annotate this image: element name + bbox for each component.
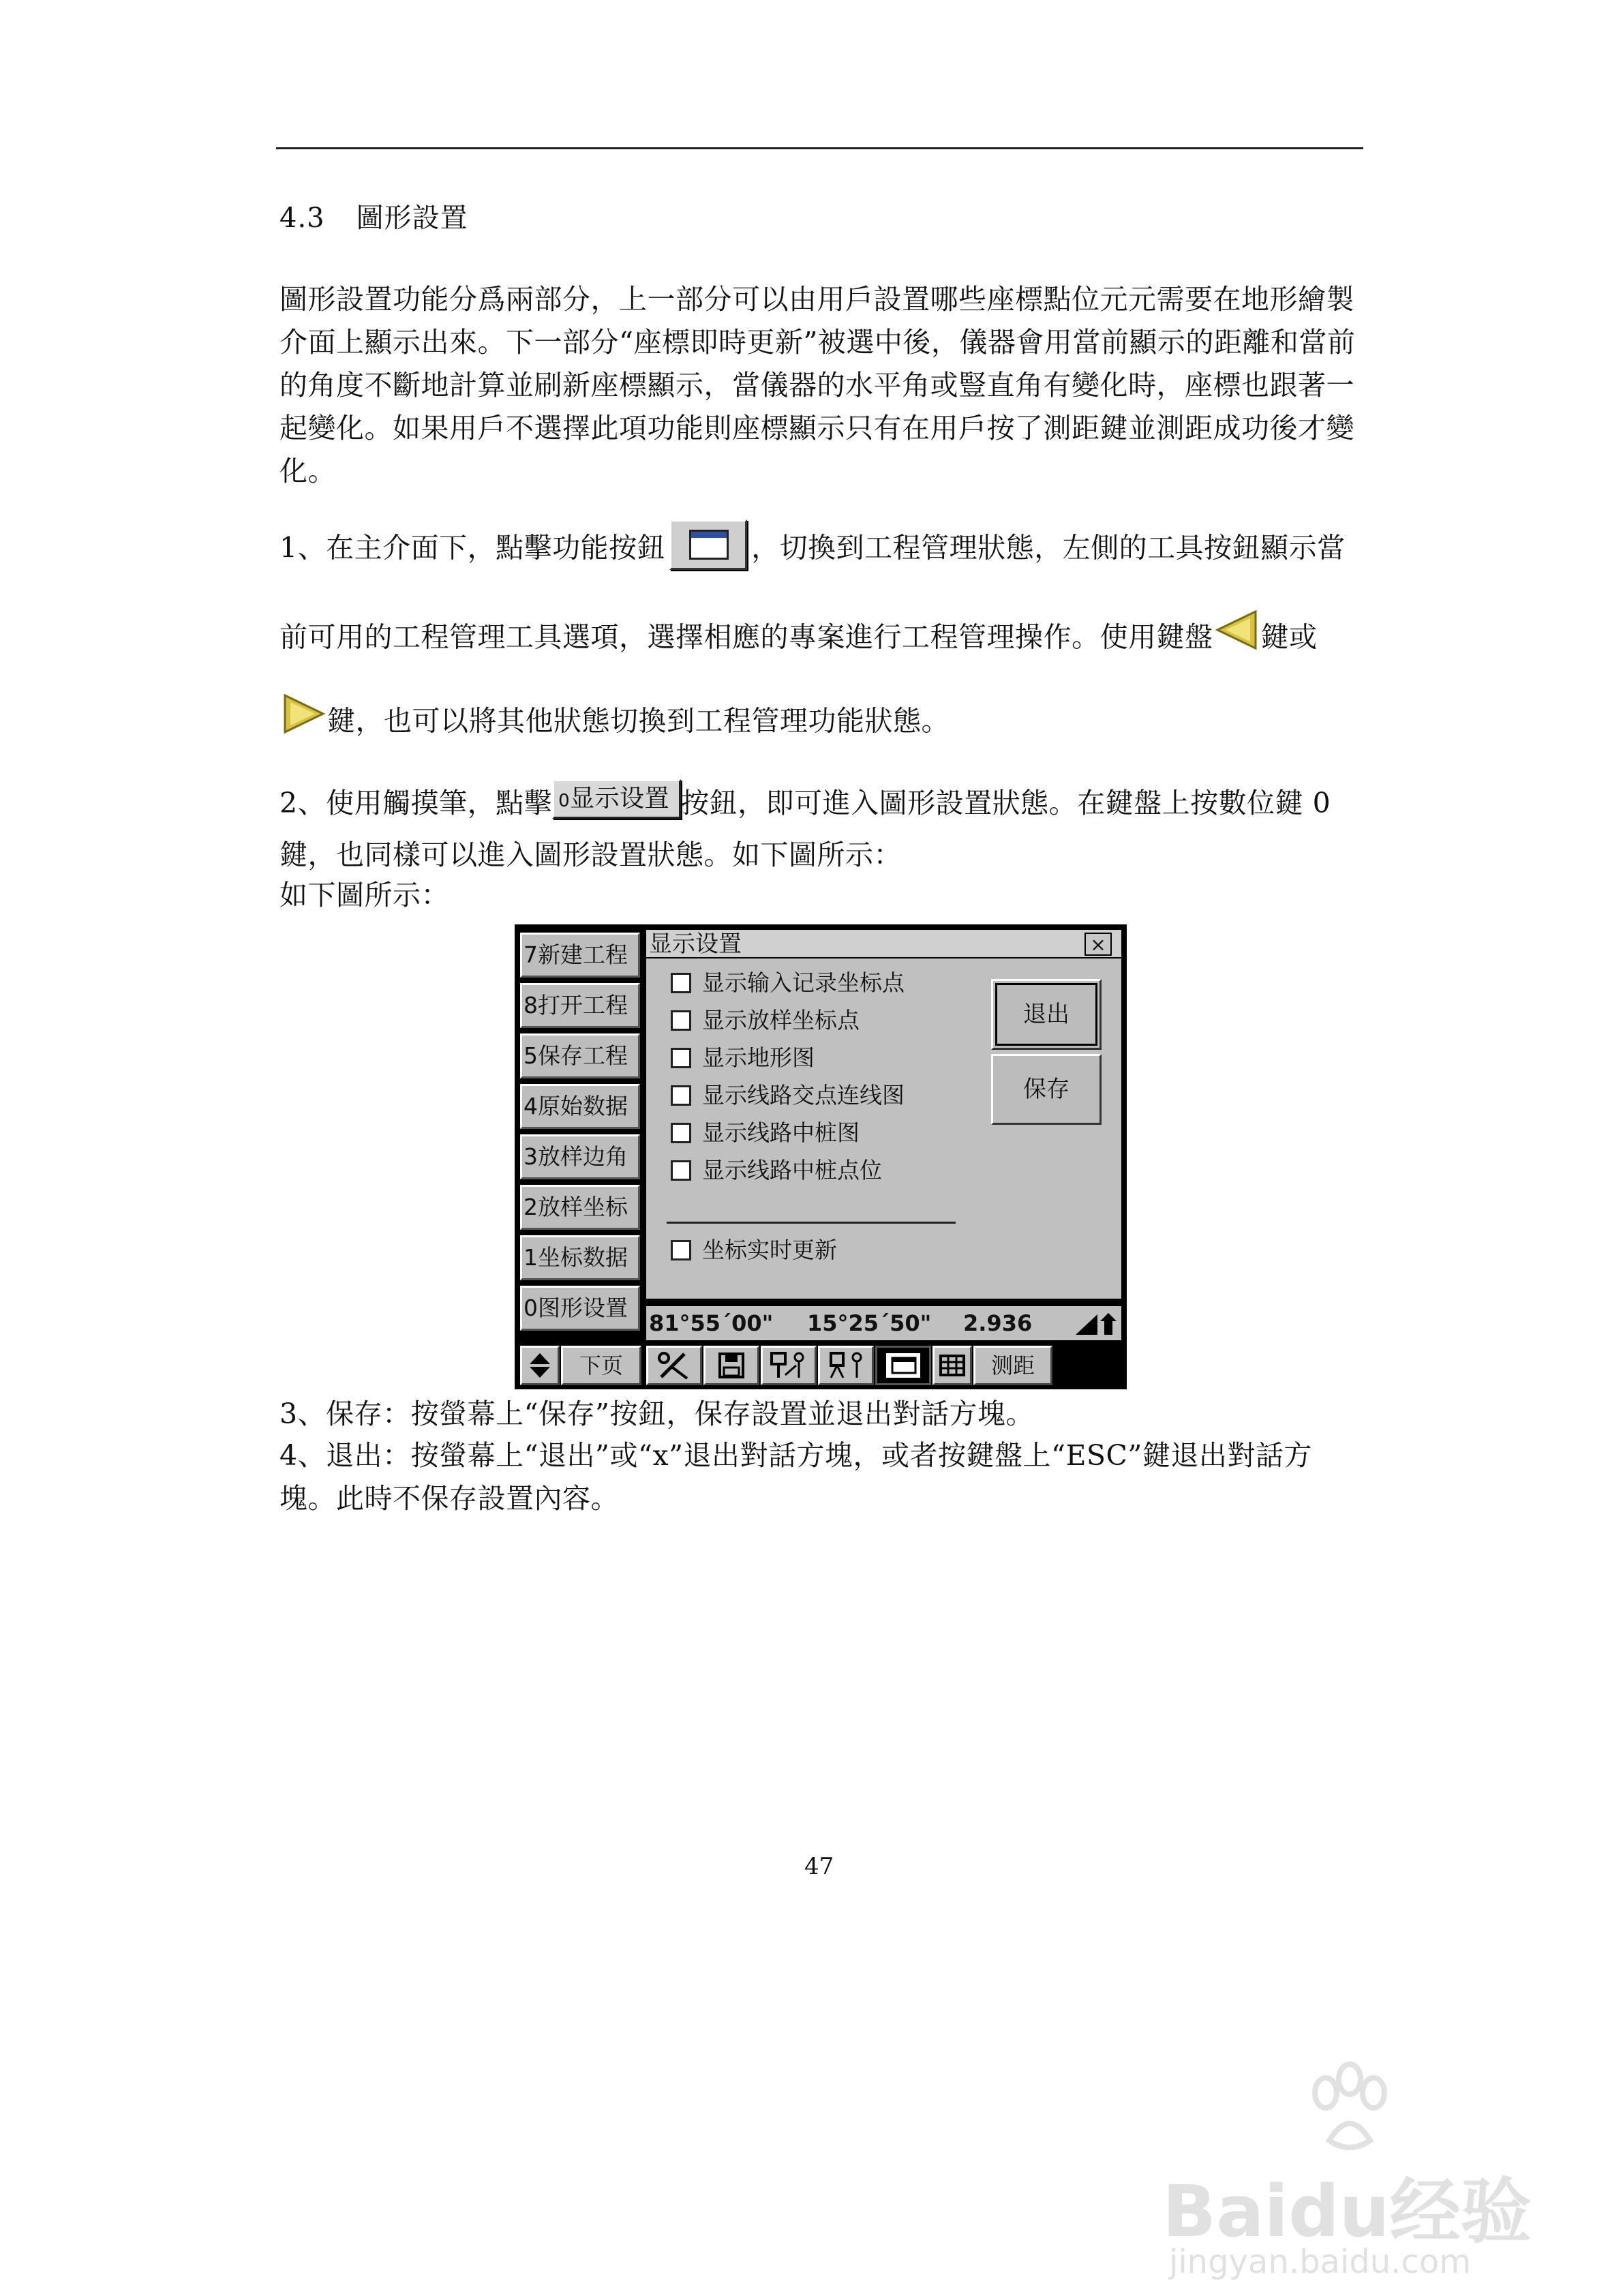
project-manager-icon [669, 519, 747, 570]
horizontal-angle: 81°55´00" [649, 1310, 774, 1336]
option-intersection-lines[interactable] [671, 1082, 905, 1109]
option-label: 显示地形图 [702, 1044, 815, 1071]
baidu-watermark [1149, 2059, 1530, 2284]
close-button[interactable]: × [1084, 933, 1112, 956]
option-label: 显示放样坐标点 [702, 1007, 860, 1033]
device-screenshot [515, 924, 1127, 1389]
checkbox[interactable] [671, 1123, 691, 1143]
display-settings-label: 显示设置 [570, 784, 670, 813]
checkbox[interactable] [671, 1160, 691, 1181]
step1-text-a: 1、在主介面下，點擊功能按鈕 [279, 531, 666, 564]
step4-paragraph: 4、退出：按螢幕上“退出”或“x”退出對話方塊，或者按鍵盤上“ESC”鍵退出對話方塊。此時不保存設置內容。 [279, 1439, 1312, 1515]
step2-text-c: 鍵，也同樣可以進入圖形設置狀態。如下圖所示： [279, 839, 902, 871]
menu-open-project[interactable]: 8打开工程 [520, 983, 640, 1028]
option-realtime-update[interactable] [671, 1237, 837, 1264]
step2-text-b: 按鈕，即可進入圖形設置狀態。在鍵盤上按數位鍵 0 [681, 787, 1331, 819]
watermark-url: jingyan.baidu.com [1169, 2243, 1471, 2281]
option-center-stake-points[interactable] [671, 1157, 882, 1184]
step3-paragraph: 3、保存：按螢幕上“保存”按鈕，保存設置並退出對話方塊。 [279, 1398, 1035, 1430]
exit-button[interactable]: 退出 [991, 979, 1102, 1050]
disk-icon[interactable] [703, 1346, 759, 1385]
step2-text-a: 2、使用觸摸筆，點擊 [279, 787, 553, 819]
menu-new-project[interactable]: 7新建工程 [520, 933, 640, 978]
step1-line2 [279, 617, 1318, 662]
section-heading [279, 196, 468, 235]
option-label: 显示线路中桩图 [702, 1119, 860, 1146]
display-settings-key: 0 [558, 790, 571, 811]
option-input-points[interactable] [671, 969, 905, 997]
scroll-toggle-button[interactable] [520, 1346, 560, 1385]
signal-icon [1074, 1312, 1118, 1346]
checkbox[interactable] [671, 1010, 691, 1031]
step1-text-b: ，切換到工程管理狀態，左側的工具按鈕顯示當 [751, 531, 1346, 564]
header-rule [276, 147, 1363, 149]
page-number: 47 [804, 1853, 834, 1880]
distance-value: 2.936 [963, 1310, 1033, 1336]
menu-stakeout-angle[interactable]: 3放样边角 [520, 1134, 640, 1179]
stakeout-icon[interactable] [761, 1346, 817, 1385]
keyboard-icon[interactable] [932, 1346, 972, 1385]
menu-save-project[interactable]: 5保存工程 [520, 1033, 640, 1078]
display-settings-button-icon [552, 779, 681, 819]
survey-icon[interactable] [818, 1346, 874, 1385]
checkbox[interactable] [671, 1240, 691, 1260]
menu-coord-data[interactable]: 1坐标数据 [520, 1235, 640, 1280]
measure-button[interactable]: 测距 [973, 1346, 1052, 1385]
next-page-button[interactable]: 下页 [561, 1346, 641, 1385]
watermark-brand: Baidu经验 [1162, 2170, 1532, 2253]
checkbox[interactable] [671, 1048, 691, 1068]
baidu-paw-icon [1299, 2059, 1401, 2161]
section-title: 圖形設置 [356, 202, 468, 234]
section-number: 4.3 [279, 202, 325, 234]
tools-icon[interactable] [646, 1346, 702, 1385]
step1-text-d: 鍵或 [1260, 620, 1318, 654]
checkbox[interactable] [671, 1085, 691, 1106]
option-topo-map[interactable] [671, 1044, 815, 1072]
menu-graphic-settings[interactable]: 0图形设置 [520, 1286, 640, 1331]
vertical-angle: 15°25´50" [807, 1310, 932, 1336]
status-bar [646, 1306, 1121, 1340]
display-settings-dialog [646, 930, 1121, 1299]
options-divider [667, 1222, 956, 1224]
checkbox[interactable] [671, 973, 691, 993]
step2-line1 [279, 784, 1331, 826]
step1-text-e: 鍵，也可以將其他狀態切換到工程管理功能狀態。 [327, 704, 950, 738]
menu-stakeout-coord[interactable]: 2放样坐标 [520, 1185, 640, 1230]
menu-raw-data[interactable]: 4原始数据 [520, 1084, 640, 1129]
option-label: 显示输入记录坐标点 [702, 969, 905, 996]
project-manager-tab-icon[interactable] [875, 1346, 931, 1385]
step1-text-c: 前可用的工程管理工具選項，選擇相應的專案進行工程管理操作。使用鍵盤 [279, 620, 1213, 654]
right-arrow-key-icon [281, 691, 326, 736]
save-button[interactable]: 保存 [991, 1054, 1102, 1125]
intro-paragraph: 圖形設置功能分爲兩部分，上一部分可以由用戶設置哪些座標點位元元需要在地形繪製介面上顯示出來。下一部分“座標即時更新”被選中後，儀器會用當前顯示的距離和當前的角度不斷地計算並刷新座標顯示，當儀器的水平角或豎直角有變化時，座標也跟著一起變化。如果用戶不選擇此項功能則座標顯示只有在用戶按了測距鍵並測距成功後才變化。 [279, 283, 1356, 487]
step1-line3 [279, 701, 950, 746]
step1-line1 [279, 525, 1346, 575]
left-arrow-key-icon [1215, 607, 1260, 652]
dialog-title: 显示设置 [646, 930, 1121, 958]
option-stakeout-points[interactable] [671, 1007, 860, 1034]
step2-text-d: 如下圖所示： [279, 879, 449, 911]
option-label: 显示线路中桩点位 [702, 1157, 882, 1183]
option-label: 坐标实时更新 [702, 1237, 837, 1263]
option-label: 显示线路交点连线图 [702, 1082, 905, 1108]
option-center-stakes[interactable] [671, 1119, 860, 1147]
